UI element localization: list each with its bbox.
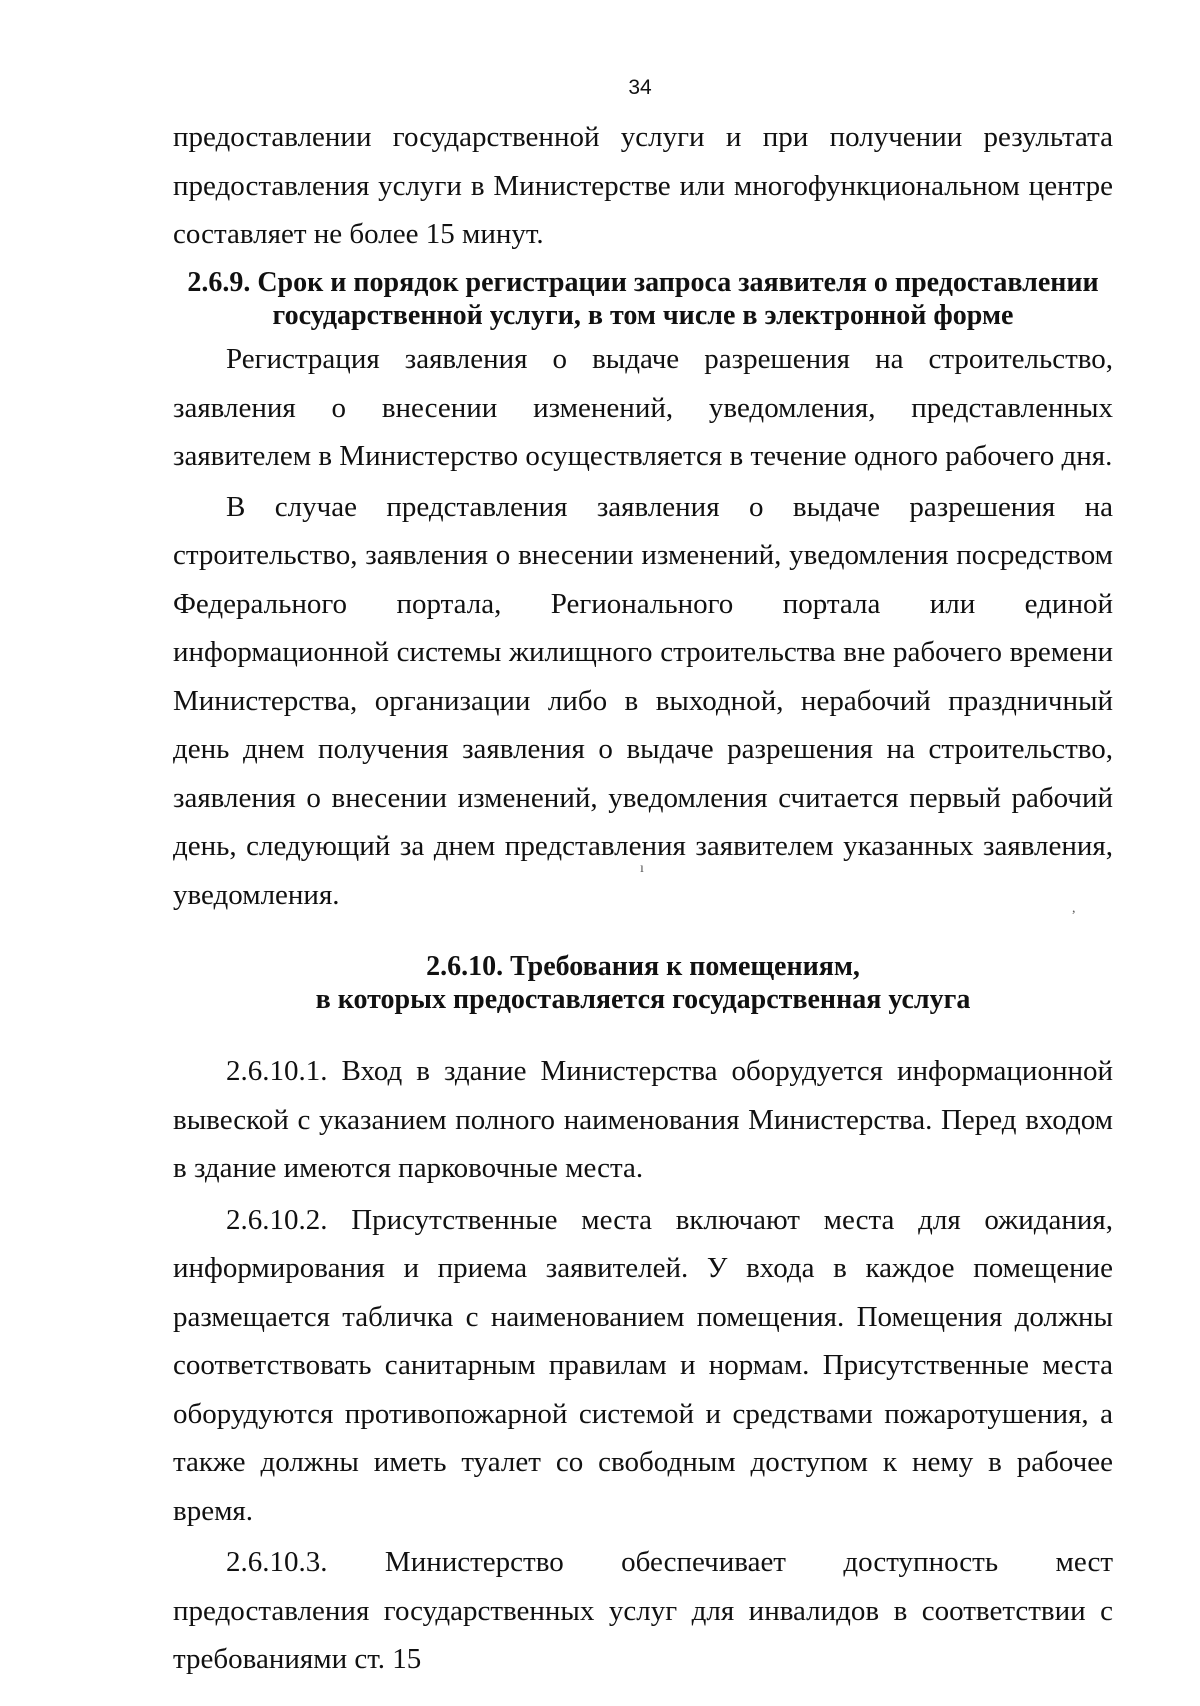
paragraph: предоставлении государственной услуги и при получении результата предоставления услуги в Министерстве или многофункциональном центре составляет не более 15 минут. [173,121,1113,250]
paragraph: 2.6.10.1. Вход в здание Министерства оборудуется информационной вывеской с указанием полного наименования Министерства. Перед входом в здание имеются парковочные места. [173,1055,1113,1184]
paragraph: 2.6.10.2. Присутственные места включают места для ожидания, информирования и приема заявителей. У входа в каждое помещение размещается табличка с наименованием помещения. Помещения должны соответствовать санитарным правилам и нормам. Присутственные места оборудуются противопожарной системой и средствами пожаротушения, а также должны иметь туалет со свободным доступом к нему в рабочее время. [173,1203,1113,1527]
heading-line: государственной услуги, в том числе в электронной форме [272,300,1014,331]
section-heading-2-6-9 [173,266,1113,332]
paragraph: 2.6.10.3. Министерство обеспечивает доступность мест предоставления государственных услуг для инвалидов в соответствии с требованиями ст. 15 [173,1546,1113,1675]
heading-line: в которых предоставляется государственная услуга [315,984,971,1015]
section-heading-2-6-10 [173,950,1113,1016]
section-2-6-10-text [173,1047,1113,1684]
paragraph: Регистрация заявления о выдаче разрешения на строительство, заявления о внесении изменений, уведомления, представленных заявителем в Министерство осуществляется в течение одного рабочего дня. [173,343,1113,472]
page-number: 34 [628,76,652,99]
intro-text [173,113,1113,259]
heading-line: 2.6.10. Требования к помещениям, [426,951,860,982]
paragraph: В случае представления заявления о выдаче разрешения на строительство, заявления о внесении изменений, уведомления посредством Федерального портала, Регионального портала или единой информационной системы жилищного строительства вне рабочего времени Министерства, организации либо в выходной, нерабочий праздничный день днем получения заявления о выдаче разрешения на строительство, заявления о внесении изменений, уведомления считается первый рабочий день, следующий за днем представления заявителем указанных заявления, уведомления. [173,490,1113,911]
scan-artifact-mark: ı [640,861,644,876]
scan-artifact-mark: , [1072,901,1076,916]
section-2-6-9-text [173,335,1113,919]
heading-line: 2.6.9. Срок и порядок регистрации запроса заявителя о предоставлении [187,267,1099,298]
